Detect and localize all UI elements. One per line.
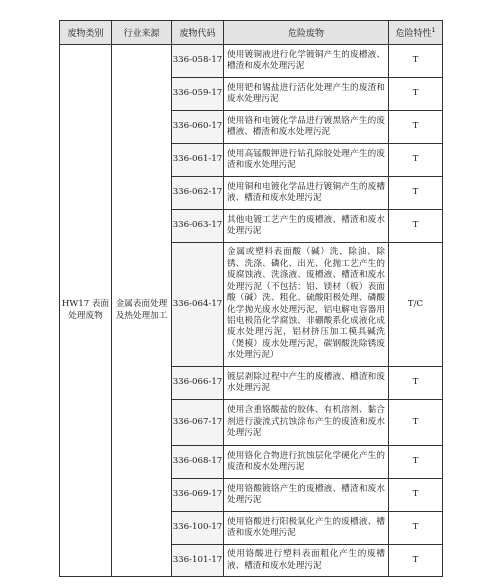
- waste-description-cell: 使用铬酸进行阳极氧化产生的废槽液、槽渣和废水处理污泥: [224, 512, 389, 545]
- waste-code-cell: 336-066-17: [172, 367, 224, 400]
- waste-code-cell: 336-068-17: [172, 446, 224, 479]
- hazardous-waste-table: [59, 20, 442, 584]
- hazard-property-cell: T: [389, 177, 443, 210]
- waste-code-cell: 336-064-17: [172, 243, 224, 367]
- hazard-property-cell: T: [389, 210, 443, 243]
- waste-description-cell: 使用铬酸进行塑料表面粗化产生的废槽液、槽渣和废水处理污泥: [224, 545, 389, 577]
- waste-description-cell: 使用含重铬酸盐的胶体、有机溶剂、黏合剂进行漩流式抗蚀涂布产生的废渣和废水处理污泥: [224, 400, 389, 446]
- hazard-property-cell: T: [389, 144, 443, 177]
- waste-description-cell: 使用高锰酸钾进行钻孔除胶处理产生的废渣和废水处理污泥: [224, 144, 389, 177]
- hazard-property-cell: T/C: [389, 243, 443, 367]
- header-hazard: [389, 21, 443, 45]
- waste-description-cell: 金属或塑料表面酸（碱）洗、除油、除锈、洗涤、磷化、出光、化抛工艺产生的废腐蚀液、洗涤液、废槽液、槽渣和废水处理污泥（不包括：铝、镁材（板）表面酸（碱）洗、粗化、硫酸阳极处理、磷酸化学抛光废水处理污泥，铝电解电容器用铝电极箔化学腐蚀、非硼酸系化成液化成废水处理污泥，铝材挤压加工模具碱洗（煲模）废水处理污泥，碳钢酸洗除锈废水处理污泥）: [224, 243, 389, 367]
- table-header-row: [60, 21, 443, 45]
- waste-code-cell: 336-061-17: [172, 144, 224, 177]
- waste-code-cell: 336-069-17: [172, 479, 224, 512]
- waste-description-cell: 镀层剥除过程中产生的废槽液、槽渣和废水处理污泥: [224, 367, 389, 400]
- hazard-property-cell: T: [389, 545, 443, 577]
- hazard-property-cell: T: [389, 446, 443, 479]
- header-code: 废物代码: [172, 21, 224, 45]
- header-hazard-sup: 1: [431, 27, 436, 34]
- waste-description-cell: 使用铜和电镀化学品进行镀铜产生的废槽液、槽渣和废水处理污泥: [224, 177, 389, 210]
- waste-code-cell: 336-101-17: [172, 545, 224, 577]
- waste-code-cell: 336-063-17: [172, 210, 224, 243]
- waste-description-cell: 其他电镀工艺产生的废槽液、槽渣和废水处理污泥: [224, 210, 389, 243]
- waste-code-cell: 336-060-17: [172, 111, 224, 144]
- table-row: [60, 45, 443, 78]
- header-waste: 危险废物: [224, 21, 389, 45]
- waste-code-cell: 336-062-17: [172, 177, 224, 210]
- waste-code-cell: 336-059-17: [172, 78, 224, 111]
- waste-description-cell: 使用铬酸镀铬产生的废槽液、槽渣和废水处理污泥: [224, 479, 389, 512]
- hazard-property-cell: T: [389, 78, 443, 111]
- waste-description-cell: 使用铬和电镀化学品进行镀黑铬产生的废槽液、槽渣和废水处理污泥: [224, 111, 389, 144]
- header-industry: 行业来源: [112, 21, 172, 45]
- hazard-property-cell: T: [389, 512, 443, 545]
- hazard-property-cell: T: [389, 479, 443, 512]
- waste-description-cell: 使用镀铜液进行化学镀铜产生的废槽液、槽渣和废水处理污泥: [224, 45, 389, 78]
- header-hazard-label: 危险特性: [395, 29, 432, 39]
- waste-category-cell: HW17 表面处理废物: [60, 45, 112, 577]
- hazard-property-cell: T: [389, 111, 443, 144]
- waste-description-cell: 使用钯和锡盐进行活化处理产生的废渣和废水处理污泥: [224, 78, 389, 111]
- header-category: 废物类别: [60, 21, 112, 45]
- waste-code-cell: 336-058-17: [172, 45, 224, 78]
- hazard-property-cell: T: [389, 400, 443, 446]
- hazard-property-cell: T: [389, 367, 443, 400]
- hazard-property-cell: T: [389, 45, 443, 78]
- waste-code-cell: 336-067-17: [172, 400, 224, 446]
- waste-description-cell: 使用铬化合物进行抗蚀层化学硬化产生的废渣和废水处理污泥: [224, 446, 389, 479]
- waste-code-cell: 336-100-17: [172, 512, 224, 545]
- industry-source-cell: 金属表面处理及热处理加工: [112, 45, 172, 577]
